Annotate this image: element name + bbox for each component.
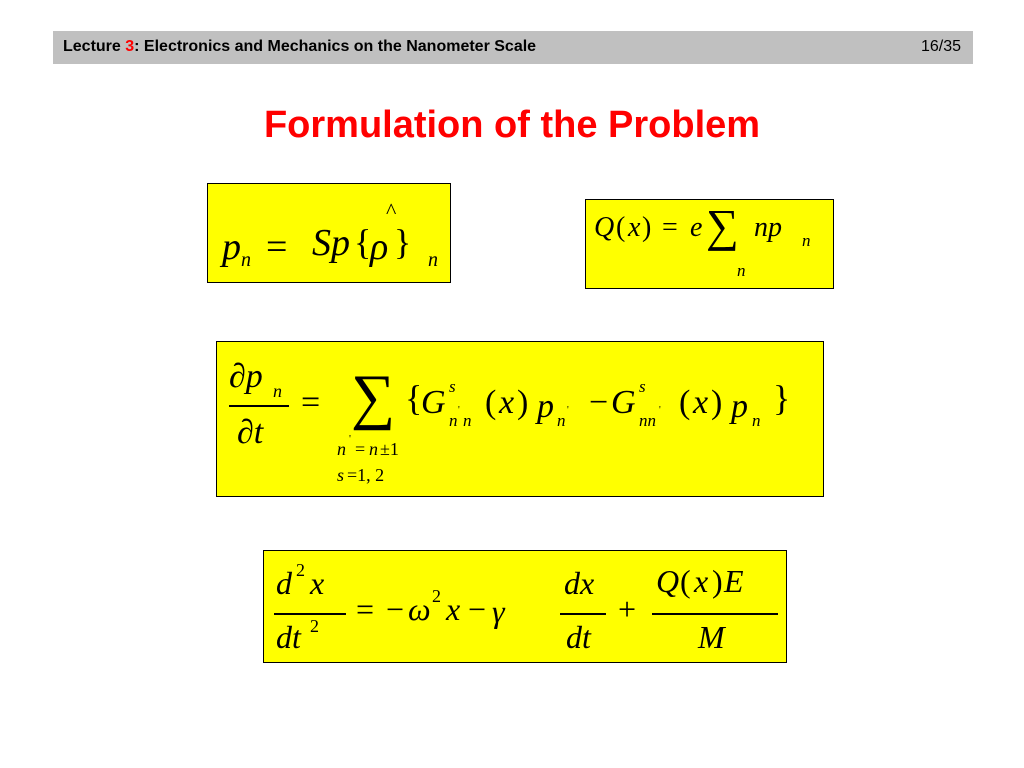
equation-box-motion: d 2 x dt 2 = − ω 2 x − γ dx dt + Q ( x ) E M	[263, 550, 787, 663]
lecture-number: 3	[125, 38, 135, 55]
slide-title: Formulation of the Problem	[263, 104, 761, 146]
equation-box-charge: Q ( x ) = e ∑ n np n	[585, 199, 834, 289]
header-bar	[53, 31, 973, 64]
equation-box-master: ∂p n ∂t = ∑ n ' = n ±1 s =1, 2 { G s n ' n ( x ) p n ' − G s nn ' ( x ) p n }	[216, 341, 824, 497]
lecture-title: Lecture 3: Electronics and Mechanics on the Nanometer Scale	[63, 38, 537, 55]
page-number: 16/35	[920, 38, 961, 55]
equation-box-density: p n = Sp { ^ ρ } n	[207, 183, 451, 283]
